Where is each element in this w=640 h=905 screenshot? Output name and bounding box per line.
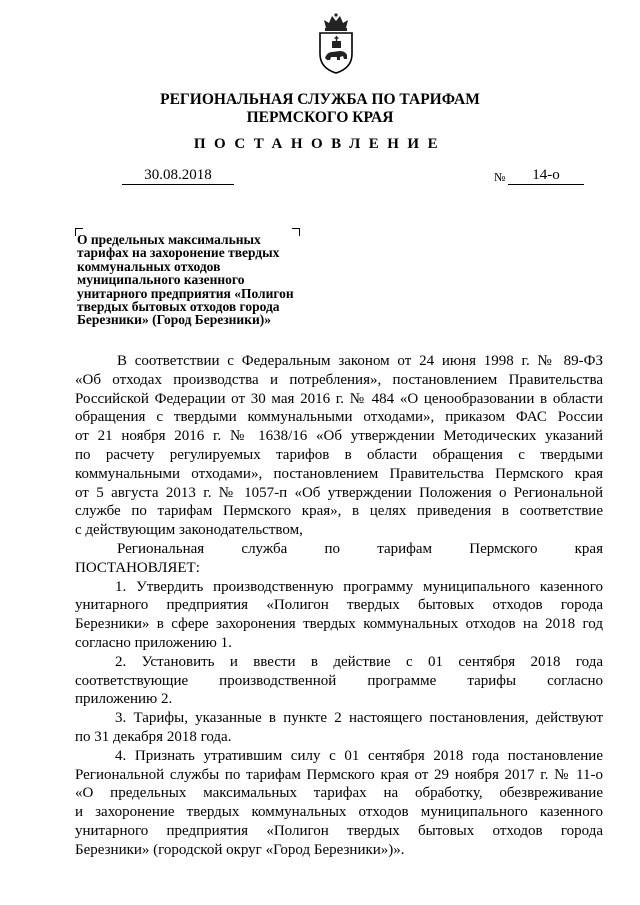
item1-line: согласно приложению 1. bbox=[75, 634, 232, 651]
item2-line: соответствующие производственной программе тарифы согласно bbox=[75, 672, 603, 689]
preamble-line: «Об отходах производства и потребления», постановлением Правительства bbox=[75, 371, 603, 388]
perm-krai-coat-of-arms-icon bbox=[316, 12, 356, 74]
subject-line: тарифах на захоронение твердых bbox=[77, 245, 280, 261]
item4-line: «О предельных максимальных тарифах на обработку, обезвреживание bbox=[75, 785, 603, 802]
item3-line: 3. Тарифы, указанные в пункте 2 настоящего постановления, действуют bbox=[115, 710, 603, 727]
item4-line: Березники» (городской округ «Город Березники»)». bbox=[75, 841, 405, 858]
resolve-line: ПОСТАНОВЛЯЕТ: bbox=[75, 559, 200, 576]
item1-line: 1. Утвердить производственную программу муниципального казенного bbox=[115, 578, 603, 595]
number-label: № bbox=[494, 170, 506, 184]
preamble-line: с действующим законодательством, bbox=[75, 522, 303, 539]
item2-line: приложению 2. bbox=[75, 691, 173, 708]
item2-line: 2. Установить и ввести в действие с 01 сентября 2018 года bbox=[115, 653, 603, 670]
subject-line: муниципального казенного bbox=[77, 272, 245, 288]
document-number: 14-о bbox=[508, 167, 584, 185]
item4-line: Региональной службы по тарифам Пермского края от 29 ноября 2017 г. № 11-о bbox=[75, 766, 603, 783]
subject-line: твердых бытовых отходов города bbox=[77, 299, 280, 315]
item1-line: Березники» в сфере захоронения твердых коммунальных отходов на 2018 год bbox=[75, 616, 603, 633]
org-name-line2: ПЕРМСКОГО КРАЯ bbox=[246, 109, 394, 126]
document-subject bbox=[77, 233, 317, 327]
subject-line: О предельных максимальных bbox=[77, 232, 261, 247]
preamble-line: службе по тарифам Пермского края», в целях приведения в соответствие bbox=[75, 503, 603, 520]
subject-line: Березники» (Город Березники)» bbox=[77, 312, 272, 328]
item4-line: унитарного предприятия «Полигон твердых бытовых отходов города bbox=[75, 822, 603, 839]
preamble-line: обращения с твердыми коммунальными отходами», приказом ФАС России bbox=[75, 409, 603, 426]
org-name-line1: РЕГИОНАЛЬНАЯ СЛУЖБА ПО ТАРИФАМ bbox=[160, 91, 480, 108]
preamble-line: от 21 ноября 2016 г. № 1638/16 «Об утверждении Методических указаний bbox=[75, 428, 603, 445]
item1-line: унитарного предприятия «Полигон твердых бытовых отходов города bbox=[75, 597, 603, 614]
preamble-line: по расчету регулируемых тарифов в области обращения с твердыми bbox=[75, 446, 603, 463]
preamble-line: коммунальными отходами», постановлением Правительства Пермского края bbox=[75, 465, 603, 482]
item4-line: и захоронение твердых коммунальных отходов муниципального казенного bbox=[75, 804, 603, 821]
preamble-line: Российской Федерации от 30 мая 2016 г. № 484 «О ценообразовании в области bbox=[75, 390, 603, 407]
subject-line: унитарного предприятия «Полигон bbox=[77, 285, 294, 301]
document-body bbox=[75, 352, 603, 860]
document-date: 30.08.2018 bbox=[122, 167, 234, 185]
subject-line: коммунальных отходов bbox=[77, 258, 221, 274]
item3-line: по 31 декабря 2018 года. bbox=[75, 728, 232, 745]
preamble-line: В соответствии с Федеральным законом от 24 июня 1998 г. № 89-ФЗ bbox=[117, 353, 603, 369]
item4-line: 4. Признать утратившим силу с 01 сентября 2018 года постановление bbox=[115, 747, 603, 764]
resolve-line: Региональная служба по тарифам Пермского края bbox=[117, 540, 603, 557]
document-type: ПОСТАНОВЛЕНИЕ bbox=[193, 136, 447, 152]
preamble-line: от 5 августа 2013 г. № 1057-п «Об утверждении Положения о Региональной bbox=[75, 484, 603, 501]
